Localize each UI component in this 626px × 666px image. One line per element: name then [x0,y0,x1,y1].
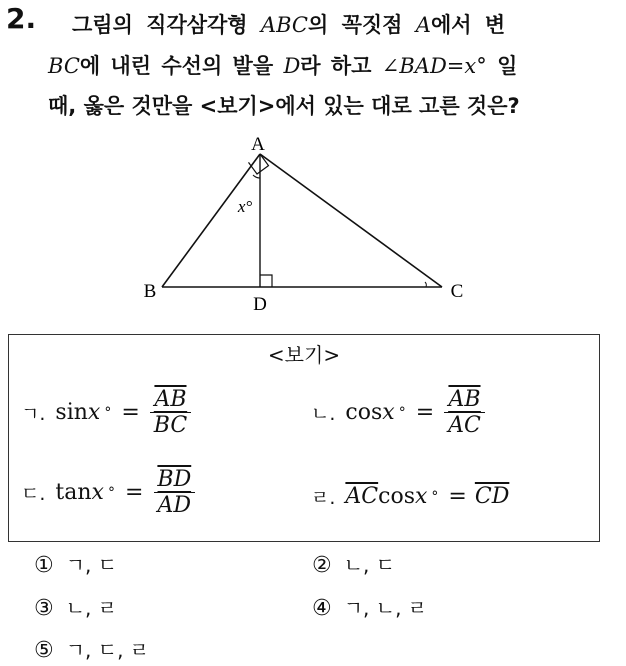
func-name: cos [378,484,415,509]
choice-text: ㄱ, ㄴ, ㄹ [343,596,428,620]
bogi-item-4 [311,483,509,510]
choice-5[interactable] [34,634,149,663]
bogi-label: ㄷ. [21,483,46,505]
bogi-label: ㄴ. [311,403,336,425]
degree-sign: ° [398,404,406,421]
fraction [153,467,195,518]
segment-ac-overline: $\overline{AC}$ [345,484,379,509]
fraction [150,387,191,438]
variable: x [87,400,101,425]
variable: x [382,400,395,425]
equals-sign: = [448,484,467,509]
func-name: cos [345,400,383,425]
choice-text: ㄴ, ㄹ [65,596,118,620]
label-angle-x: x° [237,197,253,216]
choice-number: ③ [34,596,54,621]
question-text: 의 꼭짓점 [307,13,403,37]
bogi-title: <보기> [267,343,341,367]
segment-ab [162,154,260,287]
triangle-figure [130,132,490,332]
choice-text: ㄱ, ㄷ, ㄹ [65,638,150,662]
choice-4[interactable] [312,592,427,621]
math-vertex: A [415,13,431,37]
label-a: A [251,134,265,155]
denominator: AD [154,492,196,518]
degree-sign: ° [431,488,439,505]
equals-sign: = [121,400,140,425]
degree-sign: ° [107,484,115,501]
segment-cd-overline: $\overline{CD}$ [474,484,510,509]
bogi-label: ㄹ. [311,487,336,509]
numerator: $\overline{AB}$ [448,387,481,412]
choice-number: ① [34,553,54,578]
choice-text: ㄴ, ㄷ [343,553,396,577]
label-b: B [143,281,157,302]
question-line-2 [48,50,517,80]
equals-sign: = [415,400,435,425]
denominator: AC [444,412,485,438]
math-point: D [283,54,301,78]
degree-sign: ° [104,404,112,421]
question-text: 에 내린 수선의 발을 [79,54,274,78]
variable: x [415,484,428,509]
question-text: 그림의 직각삼각형 [72,13,248,37]
equals-sign: = [124,480,144,505]
label-c: C [450,281,464,302]
question-text: 에서 변 [430,13,506,37]
angle-arc-x [253,175,260,178]
math-triangle: ABC [260,13,308,37]
choice-3[interactable] [34,592,117,621]
choice-2[interactable] [312,549,395,578]
question-number: 2. [6,2,37,35]
choice-text: ㄱ, ㄷ [65,553,118,577]
choice-number: ② [312,553,332,578]
bogi-label: ㄱ. [21,403,46,425]
question-line-3: 때, 옳은 것만을 <보기>에서 있는 대로 고른 것은? [48,94,520,118]
math-angle: ∠BAD=x° [381,54,487,78]
numerator: $\overline{AB}$ [154,387,187,412]
numerator: $\overline{BD}$ [157,467,192,492]
question-text: 라 하고 [300,54,372,78]
func-name: sin [55,400,88,425]
variable: x [91,480,104,505]
label-d: D [253,294,267,315]
choice-number: ⑤ [34,638,54,663]
choice-number: ④ [312,596,332,621]
right-angle-mark-d [260,275,272,287]
bogi-item-2 [311,387,485,438]
bogi-item-3 [21,467,195,518]
math-segment: BC [48,54,80,78]
segment-ac [260,154,442,287]
question-text: 일 [497,54,518,78]
question-line-1 [72,9,505,39]
bogi-box [8,334,600,542]
func-name: tan [55,480,92,505]
bogi-item-1 [21,387,191,438]
denominator: BC [150,412,191,438]
choice-1[interactable] [34,549,117,578]
fraction [444,387,485,438]
